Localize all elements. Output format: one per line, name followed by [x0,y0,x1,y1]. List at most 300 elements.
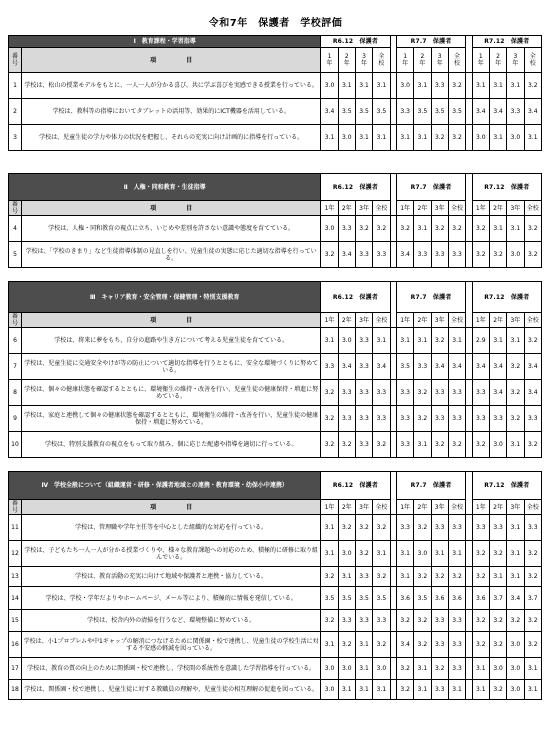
number-header: 番号 [9,201,22,216]
score-cell: 3.2 [507,610,524,632]
item-number: 16 [9,632,22,658]
score-cell: 3.2 [524,567,541,587]
score-cell: 3.2 [524,632,541,658]
score-cell: 3.1 [524,125,541,151]
score-cell: 3.2 [524,541,541,567]
score-cell: 3.3 [472,380,489,406]
score-cell: 3.2 [524,610,541,632]
group-header: R7.12 保護者 [472,472,541,500]
grade-header: 1年 [472,313,489,328]
score-cell: 3.2 [507,380,524,406]
score-cell: 3.6 [397,587,414,610]
grade-header: 2年 [338,201,355,216]
item-number: 5 [9,242,22,268]
score-cell: 3.1 [507,73,524,99]
score-cell: 3.1 [431,541,448,567]
grade-header: 3年 [507,201,524,216]
score-cell: 3.3 [448,406,465,432]
item-text: 学校は、児童生徒に交通安全やけが等の防止について適切な指導を行うとともに、安全な環境づくりに努めている。 [21,354,320,380]
score-cell: 3.4 [338,242,355,268]
score-cell: 3.3 [373,380,390,406]
item-text: 学校は、個々の健康状態を確認するとともに、環境衛生の維持・改善を行い、児童生徒の健康保持・増進に努めている。 [21,380,320,406]
group-header: R7.12 保護者 [472,174,541,201]
score-cell: 3.1 [414,216,431,242]
grade-header: 2年 [338,313,355,328]
score-cell: 3.4 [524,354,541,380]
score-cell: 3.1 [448,328,465,354]
item-number: 3 [9,125,22,151]
item-number: 12 [9,541,22,567]
item-number: 6 [9,328,22,354]
score-cell: 3.1 [373,125,390,151]
grade-header: 全校 [524,500,541,515]
score-cell: 3.1 [489,216,506,242]
score-cell: 3.4 [524,380,541,406]
score-cell: 3.3 [338,216,355,242]
item-header: 項 目 [21,48,320,73]
score-cell: 3.3 [524,406,541,432]
score-cell: 3.3 [397,99,414,125]
score-cell: 3.3 [472,515,489,541]
grade-header: 1年 [397,313,414,328]
score-cell: 3.5 [321,587,338,610]
page-title: 令和7年 保護者 学校評価 [208,18,343,29]
grade-header: 全校 [524,201,541,216]
score-cell: 3.1 [507,567,524,587]
score-cell: 3.1 [373,328,390,354]
score-cell: 3.4 [338,354,355,380]
grade-header: 2 年 [338,48,355,73]
score-cell: 3.3 [355,610,372,632]
score-cell: 3.1 [321,515,338,541]
score-cell: 3.1 [355,680,372,700]
score-cell: 3.1 [397,567,414,587]
score-cell: 3.1 [507,328,524,354]
group-header: R7.12 保護者 [472,282,541,313]
score-cell: 3.2 [489,242,506,268]
score-cell: 3.0 [338,328,355,354]
score-cell: 3.3 [507,99,524,125]
grade-header: 1年 [321,313,338,328]
table-row [9,541,542,567]
score-cell: 3.3 [489,515,506,541]
score-cell: 3.3 [448,380,465,406]
score-cell: 3.2 [414,632,431,658]
score-cell: 3.1 [355,125,372,151]
score-cell: 3.3 [373,242,390,268]
grade-header: 1年 [472,201,489,216]
grade-header: 3年 [431,201,448,216]
table-row [9,587,542,610]
score-cell: 3.1 [338,680,355,700]
score-cell: 3.3 [397,432,414,458]
score-cell: 3.6 [431,587,448,610]
score-cell: 3.2 [431,216,448,242]
score-cell: 3.0 [321,680,338,700]
score-cell: 3.2 [472,432,489,458]
item-text: 学校は、教育の質の向上のために関係園・校で連携し、学校間の系統性を意識した学習指導を行っている。 [21,658,320,680]
score-cell: 3.5 [448,99,465,125]
table-row [9,610,542,632]
item-text: 学校は、教科等の指導においてタブレットの活用等、効果的にICT機器を活用している。 [21,99,320,125]
score-cell: 3.1 [321,328,338,354]
score-cell: 3.2 [472,216,489,242]
score-cell: 3.2 [321,242,338,268]
score-cell: 3.5 [373,587,390,610]
item-number: 4 [9,216,22,242]
item-number: 11 [9,515,22,541]
grade-header: 全 校 [448,48,465,73]
section-title: Ⅰ 教育課程・学習指導 [9,36,321,48]
grade-header: 全校 [448,500,465,515]
grade-header: 2 年 [414,48,431,73]
score-cell: 3.4 [321,99,338,125]
score-cell: 3.0 [397,73,414,99]
score-cell: 3.2 [355,515,372,541]
score-cell: 3.3 [397,380,414,406]
score-cell: 3.2 [355,541,372,567]
item-text: 学校は、松山の授業モデルをもとに、一人一人が分かる喜び、共に学ぶ喜びを実感できる授業を行っている。 [21,73,320,99]
score-cell: 3.3 [355,380,372,406]
score-cell: 3.2 [397,680,414,700]
score-cell: 3.2 [414,406,431,432]
score-cell: 3.5 [373,99,390,125]
score-cell: 3.1 [414,73,431,99]
group-header: R7.7 保護者 [397,36,466,48]
score-cell: 3.4 [397,632,414,658]
score-cell: 3.4 [431,354,448,380]
score-cell: 3.1 [472,658,489,680]
group-header: R7.7 保護者 [397,472,466,500]
grade-header: 3年 [355,313,372,328]
score-cell: 3.2 [397,610,414,632]
score-cell: 3.2 [321,610,338,632]
score-cell: 3.3 [431,242,448,268]
score-cell: 3.6 [472,587,489,610]
item-header: 項 目 [21,500,320,515]
score-cell: 3.1 [397,541,414,567]
table-row [9,567,542,587]
grade-header: 3年 [431,500,448,515]
grade-header: 1年 [397,201,414,216]
score-cell: 3.2 [338,632,355,658]
score-cell: 3.3 [472,406,489,432]
score-cell: 3.5 [414,587,431,610]
score-cell: 3.0 [321,216,338,242]
score-cell: 3.3 [373,406,390,432]
score-cell: 3.2 [373,567,390,587]
score-cell: 3.0 [338,658,355,680]
score-cell: 3.2 [431,328,448,354]
grade-header: 3 年 [431,48,448,73]
score-cell: 3.3 [448,242,465,268]
score-cell: 3.4 [524,99,541,125]
score-cell: 3.2 [472,610,489,632]
score-cell: 3.0 [338,125,355,151]
score-cell: 3.3 [321,354,338,380]
score-cell: 3.0 [321,73,338,99]
score-cell: 3.1 [472,680,489,700]
score-cell: 3.0 [507,680,524,700]
score-cell: 3.3 [448,658,465,680]
score-cell: 3.3 [524,515,541,541]
table-row [9,242,542,268]
item-number: 17 [9,658,22,680]
score-cell: 3.1 [507,515,524,541]
score-cell: 3.1 [338,567,355,587]
group-header: R7.12 保護者 [472,36,541,48]
score-cell: 3.1 [397,125,414,151]
item-text: 学校は、小1プロブレムや中1ギャップの解消につなげるために関係園・校で連携し、児童生徒の学校生活に対する不安感の軽減を図っている。 [21,632,320,658]
grade-header: 2年 [489,201,506,216]
score-cell: 3.3 [489,406,506,432]
item-text: 学校は、「学校のきまり」など生徒指導体制の見直しを行い、児童生徒の実態に応じた適切な指導を行っている。 [21,242,320,268]
score-cell: 3.3 [431,406,448,432]
grade-header: 1年 [397,500,414,515]
score-cell: 3.0 [507,242,524,268]
group-header: R7.7 保護者 [397,282,466,313]
score-cell: 3.4 [472,354,489,380]
score-cell: 3.1 [414,328,431,354]
score-cell: 3.2 [448,125,465,151]
score-cell: 3.1 [321,541,338,567]
number-header: 番号 [9,48,22,73]
grade-header: 全 校 [373,48,390,73]
score-cell: 3.1 [414,432,431,458]
score-cell: 3.2 [373,216,390,242]
score-cell: 3.0 [507,632,524,658]
score-cell: 3.1 [489,567,506,587]
grade-header: 全校 [373,500,390,515]
score-cell: 3.2 [414,380,431,406]
grade-header: 全校 [448,201,465,216]
score-cell: 3.4 [397,242,414,268]
score-cell: 3.0 [489,432,506,458]
score-cell: 3.0 [489,658,506,680]
score-cell: 3.5 [397,354,414,380]
table-row [9,216,542,242]
score-cell: 3.1 [321,125,338,151]
score-cell: 3.0 [414,541,431,567]
grade-header: 全校 [373,201,390,216]
grade-header: 1 年 [321,48,338,73]
score-cell: 3.2 [489,610,506,632]
section-table [8,173,542,268]
score-cell: 3.2 [373,632,390,658]
score-cell: 3.0 [507,658,524,680]
score-cell: 3.7 [489,587,506,610]
score-cell: 3.1 [507,216,524,242]
score-cell: 3.3 [338,380,355,406]
grade-header: 2年 [338,500,355,515]
score-cell: 3.3 [431,380,448,406]
score-cell: 3.0 [338,541,355,567]
score-cell: 3.2 [373,515,390,541]
score-cell: 3.3 [414,242,431,268]
item-text: 学校は、管理職や学年主任等を中心とした組織的な対応を行っている。 [21,515,320,541]
score-cell: 3.1 [489,125,506,151]
score-cell: 3.3 [338,406,355,432]
table-row [9,680,542,700]
table-row [9,125,542,151]
score-cell: 3.1 [355,658,372,680]
score-cell: 3.2 [431,432,448,458]
item-number: 9 [9,406,22,432]
item-header: 項 目 [21,313,320,328]
score-cell: 3.2 [373,432,390,458]
grade-header: 2年 [489,500,506,515]
score-cell: 3.2 [448,432,465,458]
number-header: 番号 [9,500,22,515]
score-cell: 3.5 [355,587,372,610]
score-cell: 3.2 [397,216,414,242]
score-cell: 3.3 [448,515,465,541]
table-row [9,99,542,125]
item-text: 学校は、児童生徒の学力や体力の状況を把握し、それらの充実に向け計画的に指導を行っている。 [21,125,320,151]
table-row [9,658,542,680]
score-cell: 3.2 [524,216,541,242]
score-cell: 3.2 [524,328,541,354]
item-text: 学校は、校舎内外の清掃を行うなど、環境整備に努めている。 [21,610,320,632]
table-row [9,432,542,458]
item-number: 10 [9,432,22,458]
score-cell: 3.2 [431,567,448,587]
grade-header: 3 年 [507,48,524,73]
grade-header: 1 年 [472,48,489,73]
score-cell: 3.5 [338,99,355,125]
score-cell: 3.3 [355,432,372,458]
score-cell: 3.2 [431,658,448,680]
table-row [9,406,542,432]
score-cell: 3.3 [431,73,448,99]
score-cell: 3.2 [431,125,448,151]
score-cell: 3.4 [489,99,506,125]
score-cell: 3.1 [355,73,372,99]
score-cell: 3.2 [472,567,489,587]
score-cell: 3.3 [355,242,372,268]
score-cell: 3.1 [414,680,431,700]
table-row [9,354,542,380]
score-cell: 3.1 [338,73,355,99]
table-row [9,632,542,658]
group-header: R6.12 保護者 [321,472,390,500]
score-cell: 3.7 [524,587,541,610]
score-cell: 3.2 [414,515,431,541]
score-cell: 3.2 [507,406,524,432]
score-cell: 3.1 [373,73,390,99]
score-cell: 3.1 [414,125,431,151]
score-cell: 3.1 [489,328,506,354]
grade-header: 2年 [414,500,431,515]
section-table [8,281,542,458]
score-cell: 3.1 [414,658,431,680]
score-cell: 3.2 [489,541,506,567]
score-cell: 3.4 [507,587,524,610]
score-cell: 3.4 [472,99,489,125]
table-row [9,328,542,354]
grade-header: 3年 [355,201,372,216]
grade-header: 全校 [448,313,465,328]
grade-header: 3年 [355,500,372,515]
score-cell: 3.1 [373,680,390,700]
score-cell: 3.3 [431,515,448,541]
grade-header: 1年 [321,500,338,515]
score-cell: 3.2 [414,610,431,632]
item-text: 学校は、教育活動の充実に向けて地域や保護者と連携・協力している。 [21,567,320,587]
group-header: R6.12 保護者 [321,36,390,48]
score-cell: 3.2 [414,567,431,587]
grade-header: 3年 [507,313,524,328]
score-cell: 3.2 [524,432,541,458]
score-cell: 3.1 [448,680,465,700]
section-table [8,35,542,151]
score-cell: 3.2 [489,632,506,658]
score-cell: 3.5 [338,587,355,610]
score-cell: 3.2 [338,432,355,458]
item-number: 13 [9,567,22,587]
table-row [9,73,542,99]
score-cell: 3.2 [448,567,465,587]
score-cell: 3.5 [414,99,431,125]
score-cell: 3.0 [472,125,489,151]
group-header: R7.7 保護者 [397,174,466,201]
section-table [8,471,542,700]
score-cell: 3.2 [397,658,414,680]
table-row [9,515,542,541]
score-cell: 3.3 [448,632,465,658]
item-text: 学校は、学校・学年だよりやホームページ、メール等により、積極的に情報を発信している。 [21,587,320,610]
score-cell: 2.9 [472,328,489,354]
score-cell: 3.3 [397,406,414,432]
score-cell: 3.1 [373,541,390,567]
score-cell: 3.2 [472,541,489,567]
section-title: Ⅲ キャリア教育・安全管理・保健管理・特別支援教育 [9,282,321,313]
score-cell: 3.2 [321,406,338,432]
table-row [9,380,542,406]
grade-header: 1年 [472,500,489,515]
score-cell: 3.4 [489,380,506,406]
group-header: R6.12 保護者 [321,282,390,313]
score-cell: 3.5 [355,99,372,125]
score-cell: 3.1 [524,680,541,700]
item-number: 18 [9,680,22,700]
score-cell: 3.2 [489,680,506,700]
score-cell: 3.3 [355,567,372,587]
grade-header: 1年 [321,201,338,216]
item-number: 1 [9,73,22,99]
score-cell: 3.2 [321,380,338,406]
score-cell: 3.3 [373,610,390,632]
score-cell: 3.3 [414,354,431,380]
score-cell: 3.3 [431,610,448,632]
score-cell: 3.1 [524,658,541,680]
grade-header: 全校 [524,313,541,328]
score-cell: 3.4 [489,354,506,380]
score-cell: 3.0 [373,658,390,680]
item-number: 15 [9,610,22,632]
score-cell: 3.3 [355,354,372,380]
item-text: 学校は、人権・同和教育の視点に立ち、いじめや差別を許さない意識や態度を育てている。 [21,216,320,242]
item-number: 7 [9,354,22,380]
score-cell: 3.1 [355,632,372,658]
score-cell: 3.1 [472,73,489,99]
score-cell: 3.4 [373,354,390,380]
item-number: 2 [9,99,22,125]
item-header: 項 目 [21,201,320,216]
score-cell: 3.3 [355,328,372,354]
score-cell: 3.6 [448,587,465,610]
score-cell: 3.3 [431,680,448,700]
